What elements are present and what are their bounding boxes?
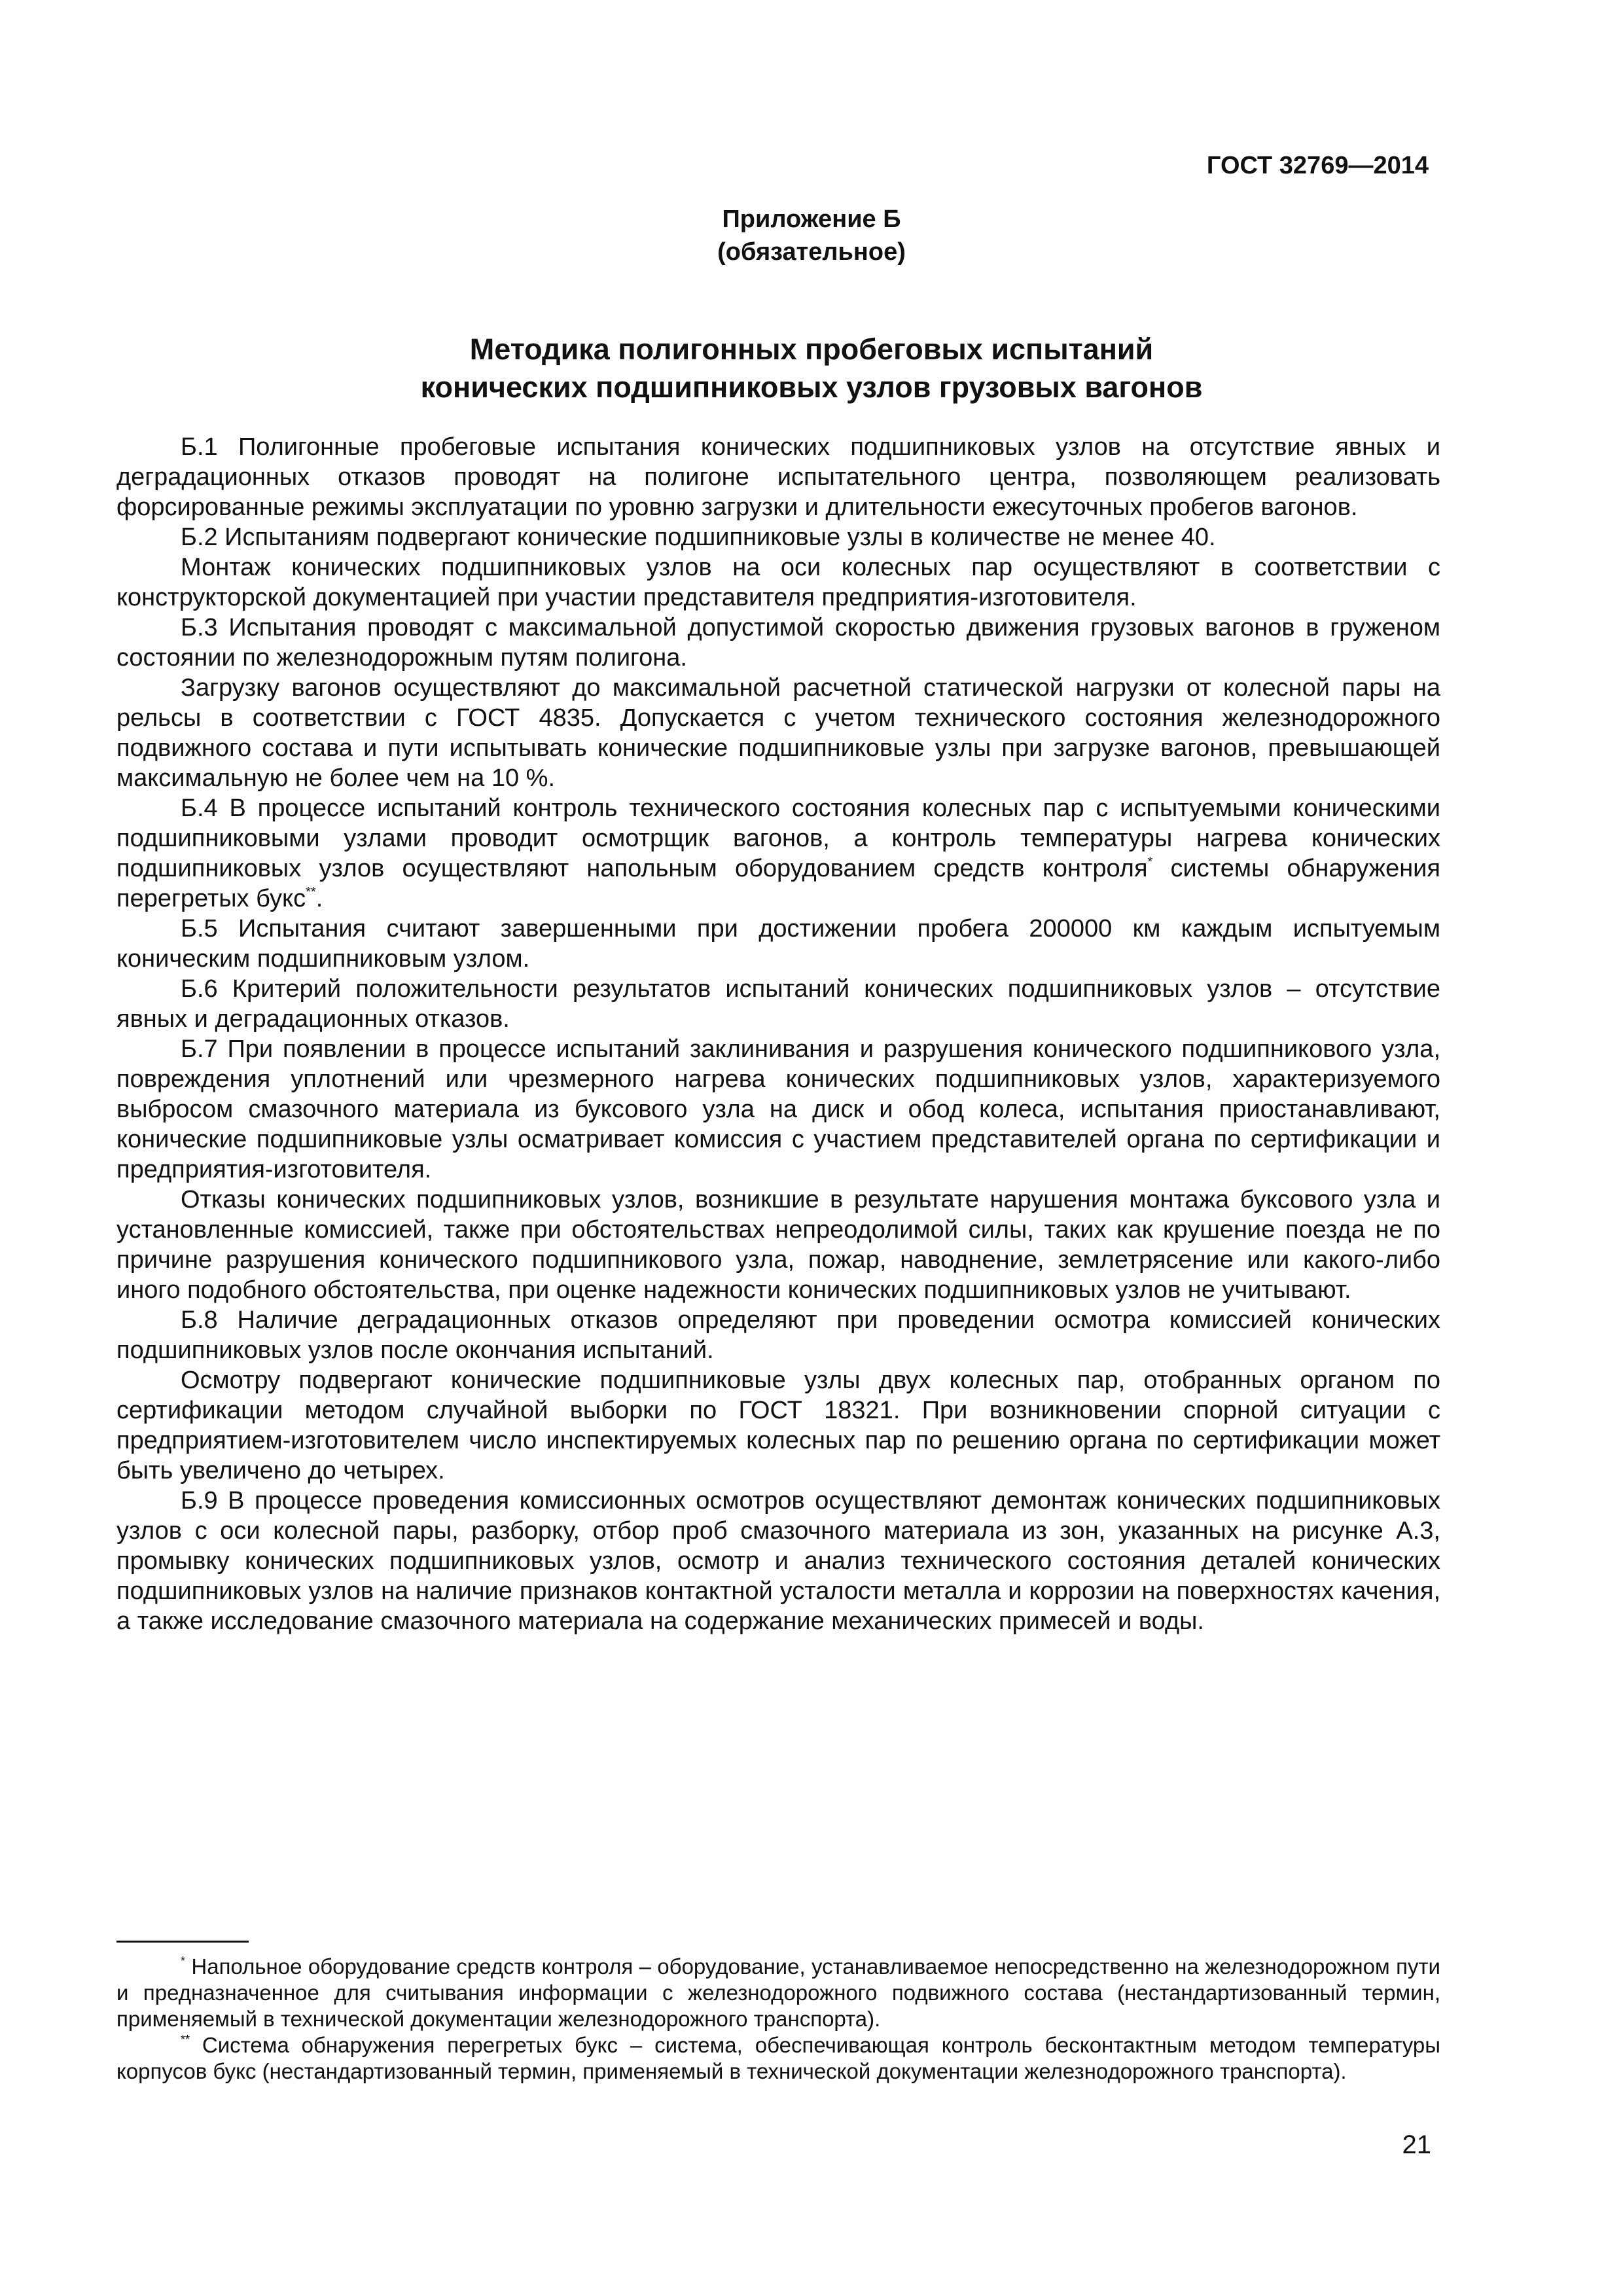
appendix-heading	[0, 203, 1623, 268]
footnotes	[116, 1954, 1440, 2085]
appendix-status: (обязательное)	[717, 238, 906, 266]
body-text	[116, 432, 1440, 1636]
footnote-mark-1: *	[181, 1954, 186, 1967]
paragraph-b3: Б.3 Испытания проводят с максимальной допустимой скоростью движения грузовых вагонов в груженом состоянии по железнодорожным путям полигона.	[116, 614, 1440, 672]
paragraph-b2: Б.2 Испытаниям подвергают конические подшипниковые узлы в количестве не менее 40.	[181, 524, 1216, 551]
paragraph-b2-mounting: Монтаж конических подшипниковых узлов на оси колесных пар осуществляют в соответствии с конструкторской документацией при участии представителя предприятия-изготовителя.	[116, 554, 1440, 611]
section-title	[0, 331, 1623, 406]
paragraph-b7-failures: Отказы конических подшипниковых узлов, возникшие в результате нарушения монтажа буксового узла и установленные комиссией, также при обстоятельствах непреодолимой силы, таких как крушение поезда не по причине разрушения конического подшипникового узла, пожар, наводнение, землетрясение или какого-либо иного подобного обстоятельства, при оценке надежности конических подшипниковых узлов не учитывают.	[116, 1186, 1440, 1304]
paragraph-b4-text-2: системы обнаружения перегретых букс	[116, 855, 1440, 912]
title-line-1: Методика полигонных пробеговых испытаний	[469, 332, 1154, 366]
paragraph-b4	[116, 793, 1440, 914]
page-number: 21	[1402, 2130, 1431, 2159]
paragraph-b5: Б.5 Испытания считают завершенными при достижении пробега 200000 км каждым испытуемым коническим подшипниковым узлом.	[116, 915, 1440, 973]
paragraph-b8-inspection: Осмотру подвергают конические подшипниковые узлы двух колесных пар, отобранных органом по сертификации методом случайной выборки по ГОСТ 18321. При возникновении спорной ситуации с предприятием-изготовителем число инспектируемых колесных пар по решению органа по сертификации может быть увеличено до четырех.	[116, 1367, 1440, 1484]
footnote-1	[116, 1954, 1440, 2032]
footnote-2-text: Система обнаружения перегретых букс – система, обеспечивающая контроль бесконтактным методом температуры корпусов букс (нестандартизованный термин, применяемый в технической документации железнодорожного транспорта).	[116, 2033, 1440, 2083]
paragraph-b4-text: Б.4 В процессе испытаний контроль технического состояния колесных пар с испытуемыми коническими подшипниковыми узлами проводит осмотрщик вагонов, а контроль температуры нагрева конических подшипниковых узлов осуществляют напольным оборудованием средств контроля	[116, 795, 1440, 882]
footnote-1-text: Напольное оборудование средств контроля – оборудование, устанавливаемое непосредственно на железнодорожном пути и предназначенное для считывания информации с железнодорожного подвижного состава (нестандартизованный термин, применяемый в технической документации железнодорожного транспорта).	[116, 1954, 1440, 2031]
paragraph-b7: Б.7 При появлении в процессе испытаний заклинивания и разрушения конического подшипникового узла, повреждения уплотнений или чрезмерного нагрева конических подшипниковых узлов, характеризуемого выбросом смазочного материала из буксового узла на диск и обод колеса, испытания приостанавливают, конические подшипниковые узлы осматривает комиссия с участием представителей органа по сертификации и предприятия-изготовителя.	[116, 1035, 1440, 1183]
paragraph-b3-loading: Загрузку вагонов осуществляют до максимальной расчетной статической нагрузки от колесной пары на рельсы в соответствии с ГОСТ 4835. Допускается с учетом технического состояния железнодорожного подвижного состава и пути испытывать конические подшипниковые узлы при загрузке вагонов, превышающей максимальную не более чем на 10 %.	[116, 674, 1440, 792]
paragraph-b6: Б.6 Критерий положительности результатов испытаний конических подшипниковых узлов – отсутствие явных и деградационных отказов.	[116, 975, 1440, 1033]
paragraph-b8: Б.8 Наличие деградационных отказов определяют при проведении осмотра комиссией конических подшипниковых узлов после окончания испытаний.	[116, 1306, 1440, 1364]
footnote-ref-1: *	[1147, 855, 1153, 869]
footnote-2	[116, 2032, 1440, 2085]
paragraph-b4-end: .	[315, 885, 323, 912]
paragraph-b9: Б.9 В процессе проведения комиссионных осмотров осуществляют демонтаж конических подшипниковых узлов с оси колесной пары, разборку, отбор проб смазочного материала из зон, указанных на рисунке А.3, промывку конических подшипниковых узлов, осмотр и анализ технического состояния деталей конических подшипниковых узлов на наличие признаков контактной усталости металла и коррозии на поверхностях качения, а также исследование смазочного материала на содержание механических примесей и воды.	[116, 1487, 1440, 1635]
footnote-ref-2: **	[306, 885, 316, 899]
footnote-mark-2: **	[181, 2033, 190, 2046]
title-line-2: конических подшипниковых узлов грузовых вагонов	[420, 370, 1203, 404]
appendix-label: Приложение Б	[722, 206, 901, 233]
footnote-divider	[116, 1941, 249, 1943]
paragraph-b1: Б.1 Полигонные пробеговые испытания конических подшипниковых узлов на отсутствие явных и деградационных отказов проводят на полигоне испытательного центра, позволяющем реализовать форсированные режимы эксплуатации по уровню загрузки и длительности ежесуточных пробегов вагонов.	[116, 433, 1440, 521]
standard-code: ГОСТ 32769—2014	[1206, 152, 1429, 179]
